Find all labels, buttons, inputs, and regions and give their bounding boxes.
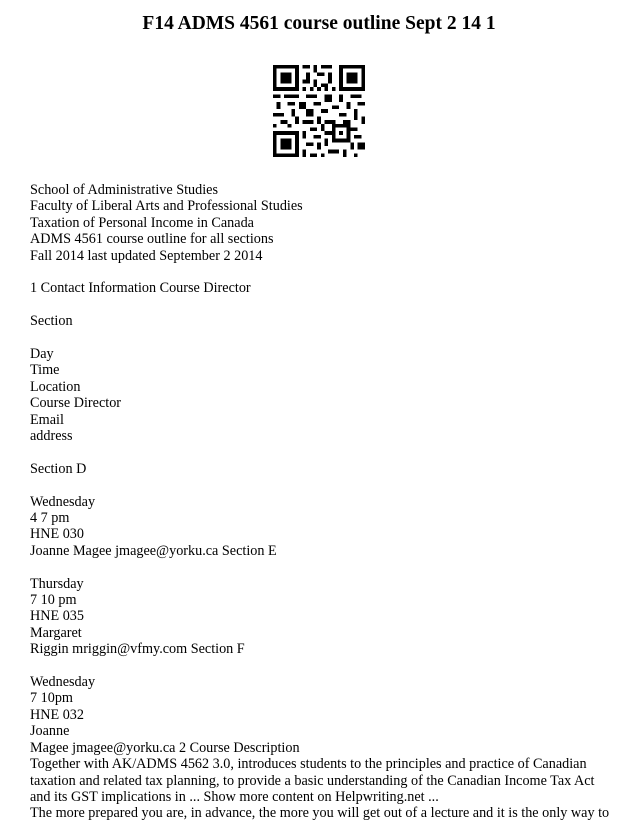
body-line: address xyxy=(30,428,73,445)
section-e-details xyxy=(30,576,630,658)
body-line: Faculty of Liberal Arts and Professional Studies xyxy=(30,198,303,215)
body-line: Joanne xyxy=(30,723,70,740)
section-f-details xyxy=(30,674,630,822)
body-line: 7 10 pm xyxy=(30,592,77,609)
body-line: HNE 035 xyxy=(30,608,84,625)
body-line: Wednesday xyxy=(30,493,96,510)
body-line: HNE 032 xyxy=(30,706,84,723)
body-line: Email xyxy=(30,411,64,428)
body-line: 7 10pm xyxy=(30,690,73,707)
body-line: Thursday xyxy=(30,575,84,592)
body-line: Margaret xyxy=(30,624,82,641)
page-title: F14 ADMS 4561 course outline Sept 2 14 1 xyxy=(142,13,496,34)
institution-block xyxy=(30,182,630,264)
field-labels-block xyxy=(30,346,630,444)
body-line: Joanne Magee jmagee@yorku.ca Section E xyxy=(30,542,277,559)
body-line: Day xyxy=(30,346,54,363)
section-d-details xyxy=(30,494,630,560)
section-heading: 1 Contact Information Course Director xyxy=(30,280,251,297)
body-line: taxation and related tax planning, to provide a basic understanding of the Canadian Income Tax Act xyxy=(30,772,595,789)
body-line: School of Administrative Studies xyxy=(30,182,218,198)
body-line: Together with AK/ADMS 4562 3.0, introduces students to the principles and practice of Canadian xyxy=(30,756,587,773)
section-d-block xyxy=(30,461,630,477)
body-line: Wednesday xyxy=(30,674,96,691)
body-line: Location xyxy=(30,378,81,395)
contact-heading-block xyxy=(30,280,630,296)
body-line: and its GST implications in ... Show more content on Helpwriting.net ... xyxy=(30,788,439,805)
body-line: Section xyxy=(30,313,73,330)
body-line: Time xyxy=(30,362,60,379)
qr-code-icon xyxy=(273,65,365,157)
body-line: ADMS 4561 course outline for all sections xyxy=(30,231,274,248)
body-line: 4 7 pm xyxy=(30,510,70,527)
body-line: Riggin mriggin@vfmy.com Section F xyxy=(30,641,245,658)
body-line: Section D xyxy=(30,460,87,477)
body-line: HNE 030 xyxy=(30,526,84,543)
body-line: Taxation of Personal Income in Canada xyxy=(30,214,254,231)
body-line: Magee jmagee@yorku.ca 2 Course Description xyxy=(30,739,300,756)
body-line: The more prepared you are, in advance, the more you will get out of a lecture and it is the only way to xyxy=(30,805,610,822)
body-line: Fall 2014 last updated September 2 2014 xyxy=(30,247,263,264)
document-body xyxy=(30,182,630,822)
body-line: Course Director xyxy=(30,395,122,412)
section-label-block xyxy=(30,313,630,329)
